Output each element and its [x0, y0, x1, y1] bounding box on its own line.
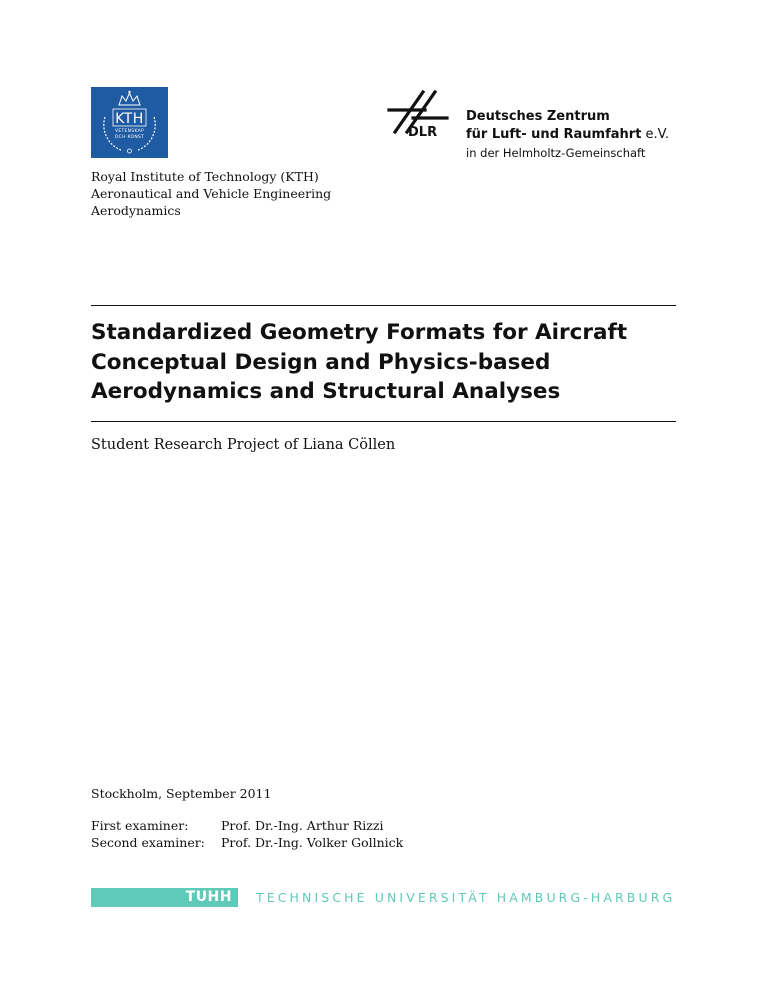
title-line-3: Aerodynamics and Structural Analyses: [91, 379, 561, 404]
document-subtitle: Student Research Project of Liana Cöllen: [91, 437, 396, 453]
examiner-row: [91, 834, 403, 851]
dlr-abbreviation: DLR: [408, 125, 438, 140]
examiner-name: Prof. Dr.-Ing. Arthur Rizzi: [221, 818, 384, 833]
examiner-label: First examiner:: [91, 818, 189, 833]
affiliation-line-department: Aeronautical and Vehicle Engineering: [91, 186, 332, 201]
title-line-2: Conceptual Design and Physics-based: [91, 349, 551, 375]
document-title: [91, 318, 681, 407]
kth-logo-motto-1: VETENSKAP: [114, 129, 145, 134]
title-line-1: Standardized Geometry Formats for Aircraft: [91, 320, 628, 345]
tuhh-logo: TUHH: [185, 889, 232, 905]
tuhh-university-name: TECHNISCHE UNIVERSITÄT HAMBURG-HARBURG: [256, 890, 676, 905]
examiner-name: Prof. Dr.-Ing. Volker Gollnick: [221, 835, 404, 850]
kth-logo: [91, 87, 168, 158]
examiners: [91, 817, 403, 851]
dlr-name-line-2: [466, 126, 669, 144]
dlr-name: [466, 108, 669, 162]
place-and-date: Stockholm, September 2011: [91, 786, 272, 801]
title-rule-top: [91, 305, 676, 306]
kth-logo-word: KTH: [115, 111, 144, 127]
dlr-name-line-1: Deutsches Zentrum: [466, 109, 610, 124]
examiner-label: Second examiner:: [91, 835, 205, 850]
examiner-row: [91, 817, 403, 834]
affiliation-line-division: Aerodynamics: [91, 203, 181, 218]
kth-logo-motto-2: OCH KONST: [114, 135, 145, 140]
dlr-name-line-3: in der Helmholtz-Gemeinschaft: [466, 146, 646, 160]
tuhh-logo-bar: [91, 888, 238, 907]
affiliation-line-institute: Royal Institute of Technology (KTH): [91, 169, 319, 184]
dlr-name-line-2-suffix: e.V.: [641, 127, 670, 142]
title-rule-bottom: [91, 421, 676, 422]
affiliation: [91, 168, 331, 219]
dlr-name-line-2-bold: für Luft- und Raumfahrt: [466, 127, 642, 142]
